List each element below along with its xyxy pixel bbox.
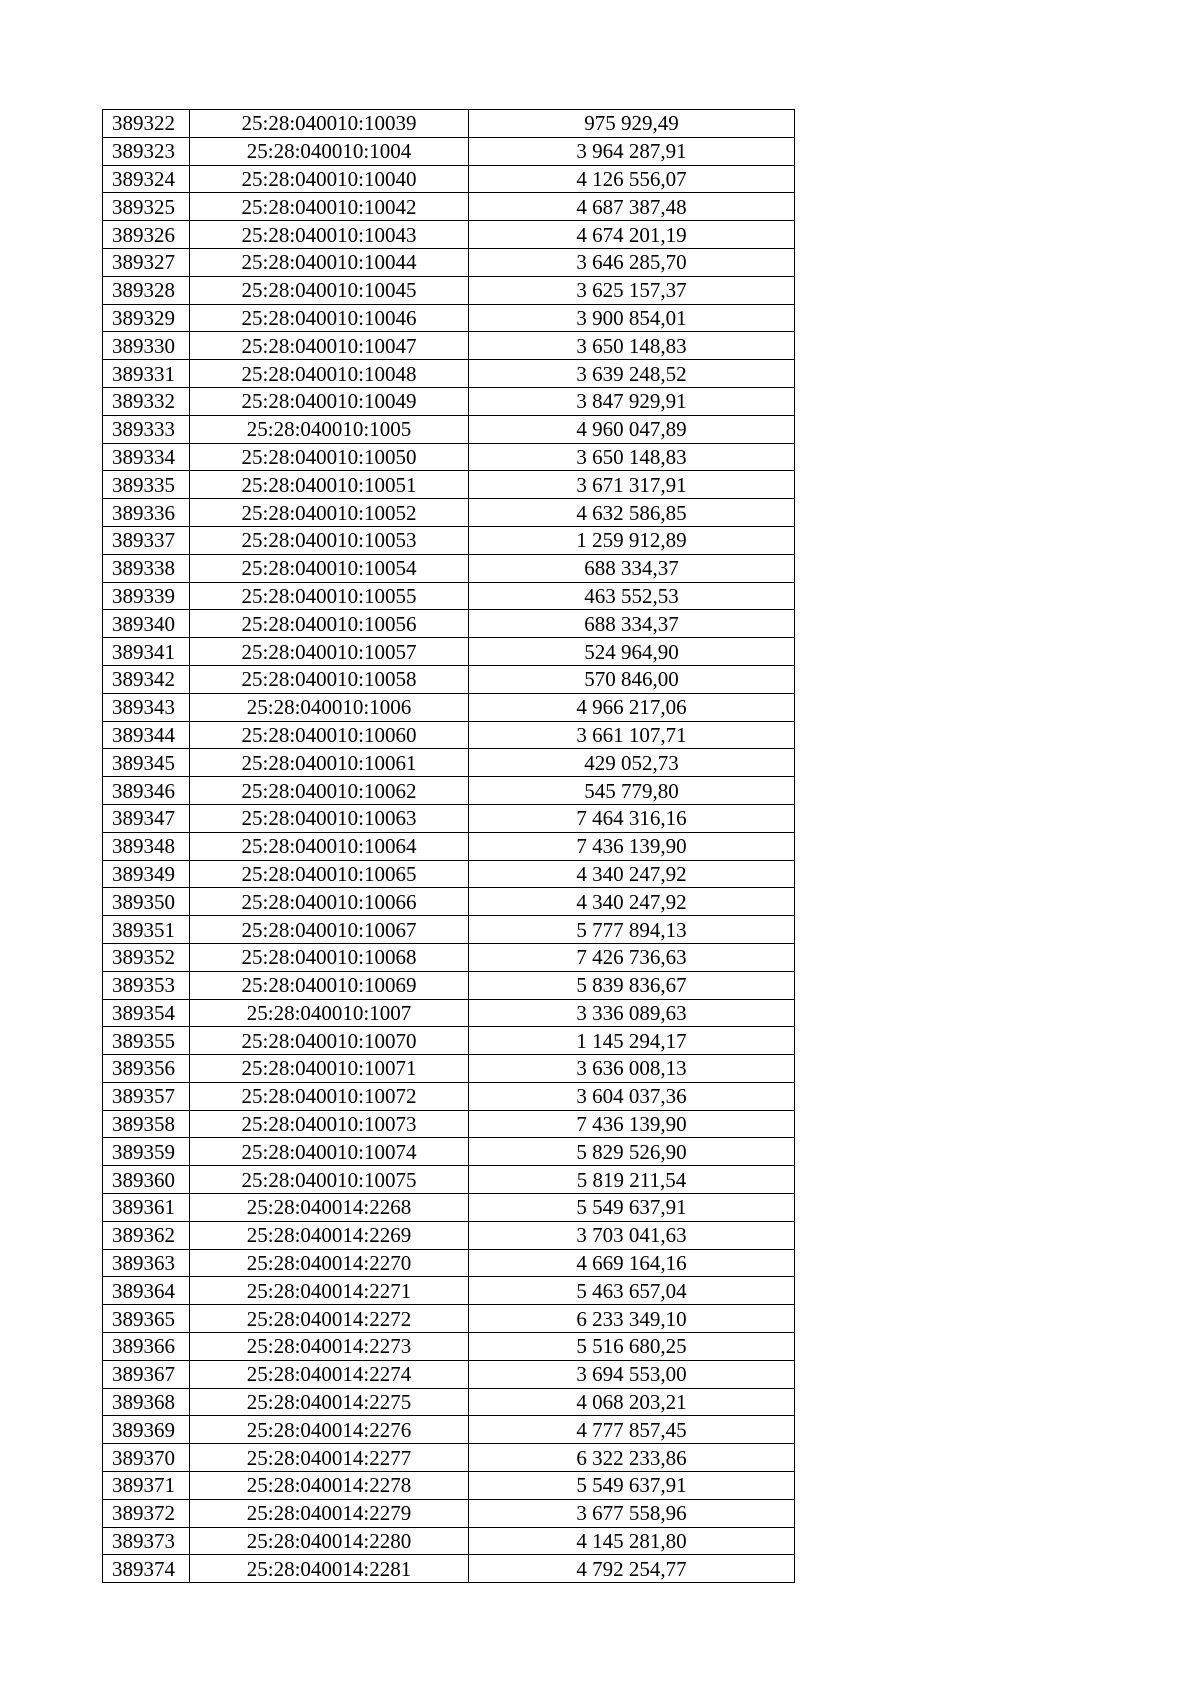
cadastral-number-cell: 25:28:040010:10068: [190, 943, 469, 971]
cadastral-number-cell: 25:28:040014:2275: [190, 1388, 469, 1416]
table-row: [103, 499, 795, 527]
cadastral-number-cell: 25:28:040010:10066: [190, 888, 469, 916]
cadastral-value-cell: 4 632 586,85: [469, 499, 795, 527]
cadastral-number-cell: 25:28:040014:2271: [190, 1277, 469, 1305]
cadastral-value-cell: 3 636 008,13: [469, 1055, 795, 1083]
table-row: [103, 1027, 795, 1055]
row-number-cell: 389343: [103, 693, 190, 721]
table-row: [103, 888, 795, 916]
table-row: [103, 1360, 795, 1388]
cadastral-value-cell: 4 145 281,80: [469, 1527, 795, 1555]
cadastral-value-cell: 524 964,90: [469, 638, 795, 666]
cadastral-value-cell: 4 792 254,77: [469, 1555, 795, 1583]
row-number-cell: 389346: [103, 777, 190, 805]
table-row: [103, 777, 795, 805]
cadastral-number-cell: 25:28:040014:2278: [190, 1472, 469, 1500]
cadastral-number-cell: 25:28:040010:10046: [190, 304, 469, 332]
row-number-cell: 389361: [103, 1194, 190, 1222]
row-number-cell: 389338: [103, 554, 190, 582]
row-number-cell: 389369: [103, 1416, 190, 1444]
table-row: [103, 137, 795, 165]
cadastral-value-cell: 545 779,80: [469, 777, 795, 805]
row-number-cell: 389339: [103, 582, 190, 610]
table-row: [103, 248, 795, 276]
cadastral-value-cell: 3 604 037,36: [469, 1082, 795, 1110]
row-number-cell: 389348: [103, 832, 190, 860]
cadastral-number-cell: 25:28:040010:10050: [190, 443, 469, 471]
row-number-cell: 389330: [103, 332, 190, 360]
cadastral-number-cell: 25:28:040010:10056: [190, 610, 469, 638]
cadastral-number-cell: 25:28:040010:10044: [190, 248, 469, 276]
table-row: [103, 1333, 795, 1361]
row-number-cell: 389360: [103, 1166, 190, 1194]
cadastral-value-cell: 1 145 294,17: [469, 1027, 795, 1055]
table-row: [103, 999, 795, 1027]
table-row: [103, 1110, 795, 1138]
row-number-cell: 389364: [103, 1277, 190, 1305]
cadastral-number-cell: 25:28:040014:2276: [190, 1416, 469, 1444]
row-number-cell: 389340: [103, 610, 190, 638]
table-row: [103, 943, 795, 971]
table-row: [103, 582, 795, 610]
table-body: [103, 110, 795, 1583]
cadastral-number-cell: 25:28:040010:10051: [190, 471, 469, 499]
cadastral-number-cell: 25:28:040010:10042: [190, 193, 469, 221]
table-row: [103, 471, 795, 499]
table-row: [103, 721, 795, 749]
row-number-cell: 389331: [103, 360, 190, 388]
table-row: [103, 749, 795, 777]
cadastral-number-cell: 25:28:040010:10039: [190, 110, 469, 138]
row-number-cell: 389332: [103, 387, 190, 415]
cadastral-number-cell: 25:28:040010:10075: [190, 1166, 469, 1194]
row-number-cell: 389350: [103, 888, 190, 916]
row-number-cell: 389357: [103, 1082, 190, 1110]
row-number-cell: 389345: [103, 749, 190, 777]
table-row: [103, 1555, 795, 1583]
cadastral-value-cell: 5 549 637,91: [469, 1194, 795, 1222]
row-number-cell: 389322: [103, 110, 190, 138]
row-number-cell: 389324: [103, 165, 190, 193]
cadastral-number-cell: 25:28:040010:10049: [190, 387, 469, 415]
table-row: [103, 832, 795, 860]
cadastral-number-cell: 25:28:040010:10055: [190, 582, 469, 610]
row-number-cell: 389335: [103, 471, 190, 499]
table-row: [103, 221, 795, 249]
table-row: [103, 1388, 795, 1416]
row-number-cell: 389372: [103, 1499, 190, 1527]
cadastral-number-cell: 25:28:040010:10045: [190, 276, 469, 304]
row-number-cell: 389334: [103, 443, 190, 471]
row-number-cell: 389359: [103, 1138, 190, 1166]
cadastral-value-cell: 7 436 139,90: [469, 832, 795, 860]
table-row: [103, 526, 795, 554]
cadastral-number-cell: 25:28:040010:10061: [190, 749, 469, 777]
table-row: [103, 276, 795, 304]
cadastral-value-cell: 6 233 349,10: [469, 1305, 795, 1333]
row-number-cell: 389362: [103, 1221, 190, 1249]
row-number-cell: 389358: [103, 1110, 190, 1138]
cadastral-value-cell: 5 549 637,91: [469, 1472, 795, 1500]
row-number-cell: 389351: [103, 916, 190, 944]
cadastral-number-cell: 25:28:040010:10040: [190, 165, 469, 193]
row-number-cell: 389354: [103, 999, 190, 1027]
cadastral-value-cell: 4 669 164,16: [469, 1249, 795, 1277]
cadastral-value-cell: 3 677 558,96: [469, 1499, 795, 1527]
cadastral-value-cell: 688 334,37: [469, 610, 795, 638]
cadastral-value-cell: 4 960 047,89: [469, 415, 795, 443]
cadastral-number-cell: 25:28:040010:1004: [190, 137, 469, 165]
cadastral-value-cell: 4 966 217,06: [469, 693, 795, 721]
cadastral-number-cell: 25:28:040010:10073: [190, 1110, 469, 1138]
row-number-cell: 389368: [103, 1388, 190, 1416]
table-row: [103, 1472, 795, 1500]
cadastral-number-cell: 25:28:040014:2279: [190, 1499, 469, 1527]
cadastral-number-cell: 25:28:040014:2268: [190, 1194, 469, 1222]
row-number-cell: 389336: [103, 499, 190, 527]
row-number-cell: 389365: [103, 1305, 190, 1333]
cadastral-number-cell: 25:28:040010:1005: [190, 415, 469, 443]
table-row: [103, 332, 795, 360]
row-number-cell: 389344: [103, 721, 190, 749]
row-number-cell: 389341: [103, 638, 190, 666]
cadastral-value-cell: 4 687 387,48: [469, 193, 795, 221]
cadastral-number-cell: 25:28:040010:10071: [190, 1055, 469, 1083]
table-row: [103, 638, 795, 666]
row-number-cell: 389363: [103, 1249, 190, 1277]
table-row: [103, 1166, 795, 1194]
cadastral-number-cell: 25:28:040010:1007: [190, 999, 469, 1027]
table-row: [103, 1194, 795, 1222]
cadastral-value-cell: 3 847 929,91: [469, 387, 795, 415]
row-number-cell: 389329: [103, 304, 190, 332]
cadastral-number-cell: 25:28:040010:10074: [190, 1138, 469, 1166]
row-number-cell: 389374: [103, 1555, 190, 1583]
cadastral-value-cell: 7 426 736,63: [469, 943, 795, 971]
row-number-cell: 389347: [103, 804, 190, 832]
row-number-cell: 389337: [103, 526, 190, 554]
cadastral-number-cell: 25:28:040014:2281: [190, 1555, 469, 1583]
cadastral-value-cell: 3 703 041,63: [469, 1221, 795, 1249]
row-number-cell: 389327: [103, 248, 190, 276]
cadastral-number-cell: 25:28:040010:10052: [190, 499, 469, 527]
row-number-cell: 389326: [103, 221, 190, 249]
row-number-cell: 389373: [103, 1527, 190, 1555]
table-row: [103, 971, 795, 999]
cadastral-number-cell: 25:28:040010:10072: [190, 1082, 469, 1110]
table-row: [103, 415, 795, 443]
table-row: [103, 665, 795, 693]
document-page: [102, 109, 794, 1583]
table-row: [103, 387, 795, 415]
cadastral-value-cell: 4 340 247,92: [469, 860, 795, 888]
cadastral-value-cell: 4 340 247,92: [469, 888, 795, 916]
cadastral-value-cell: 3 671 317,91: [469, 471, 795, 499]
cadastral-number-cell: 25:28:040010:10070: [190, 1027, 469, 1055]
cadastral-number-cell: 25:28:040014:2270: [190, 1249, 469, 1277]
cadastral-value-cell: 3 900 854,01: [469, 304, 795, 332]
table-row: [103, 1221, 795, 1249]
table-row: [103, 360, 795, 388]
cadastral-value-cell: 3 639 248,52: [469, 360, 795, 388]
cadastral-value-cell: 5 819 211,54: [469, 1166, 795, 1194]
row-number-cell: 389355: [103, 1027, 190, 1055]
table-row: [103, 916, 795, 944]
cadastral-number-cell: 25:28:040010:10069: [190, 971, 469, 999]
table-row: [103, 1249, 795, 1277]
row-number-cell: 389342: [103, 665, 190, 693]
table-row: [103, 110, 795, 138]
table-row: [103, 693, 795, 721]
row-number-cell: 389325: [103, 193, 190, 221]
row-number-cell: 389353: [103, 971, 190, 999]
cadastral-number-cell: 25:28:040010:10063: [190, 804, 469, 832]
cadastral-value-cell: 3 661 107,71: [469, 721, 795, 749]
cadastral-value-cell: 688 334,37: [469, 554, 795, 582]
cadastral-value-cell: 1 259 912,89: [469, 526, 795, 554]
cadastral-value-cell: 570 846,00: [469, 665, 795, 693]
cadastral-value-cell: 3 625 157,37: [469, 276, 795, 304]
table-row: [103, 1499, 795, 1527]
cadastral-number-cell: 25:28:040010:10047: [190, 332, 469, 360]
cadastral-number-cell: 25:28:040010:10058: [190, 665, 469, 693]
cadastral-value-cell: 429 052,73: [469, 749, 795, 777]
table-row: [103, 165, 795, 193]
row-number-cell: 389349: [103, 860, 190, 888]
cadastral-number-cell: 25:28:040010:10057: [190, 638, 469, 666]
row-number-cell: 389367: [103, 1360, 190, 1388]
cadastral-value-cell: 3 964 287,91: [469, 137, 795, 165]
cadastral-value-cell: 3 650 148,83: [469, 332, 795, 360]
cadastral-number-cell: 25:28:040010:10048: [190, 360, 469, 388]
cadastral-value-cell: 7 464 316,16: [469, 804, 795, 832]
cadastral-number-cell: 25:28:040014:2273: [190, 1333, 469, 1361]
cadastral-value-cell: 3 650 148,83: [469, 443, 795, 471]
cadastral-number-cell: 25:28:040010:10060: [190, 721, 469, 749]
cadastral-number-cell: 25:28:040010:10067: [190, 916, 469, 944]
table-row: [103, 1277, 795, 1305]
cadastral-value-table: [102, 109, 795, 1583]
row-number-cell: 389352: [103, 943, 190, 971]
table-row: [103, 860, 795, 888]
row-number-cell: 389370: [103, 1444, 190, 1472]
cadastral-value-cell: 5 829 526,90: [469, 1138, 795, 1166]
cadastral-number-cell: 25:28:040010:1006: [190, 693, 469, 721]
row-number-cell: 389333: [103, 415, 190, 443]
cadastral-value-cell: 5 777 894,13: [469, 916, 795, 944]
cadastral-value-cell: 463 552,53: [469, 582, 795, 610]
cadastral-value-cell: 975 929,49: [469, 110, 795, 138]
cadastral-value-cell: 4 126 556,07: [469, 165, 795, 193]
row-number-cell: 389328: [103, 276, 190, 304]
cadastral-value-cell: 5 516 680,25: [469, 1333, 795, 1361]
cadastral-number-cell: 25:28:040010:10065: [190, 860, 469, 888]
cadastral-number-cell: 25:28:040010:10062: [190, 777, 469, 805]
row-number-cell: 389356: [103, 1055, 190, 1083]
table-row: [103, 1055, 795, 1083]
cadastral-number-cell: 25:28:040010:10054: [190, 554, 469, 582]
cadastral-number-cell: 25:28:040014:2280: [190, 1527, 469, 1555]
cadastral-value-cell: 5 463 657,04: [469, 1277, 795, 1305]
cadastral-value-cell: 5 839 836,67: [469, 971, 795, 999]
table-row: [103, 193, 795, 221]
cadastral-value-cell: 4 777 857,45: [469, 1416, 795, 1444]
table-row: [103, 1416, 795, 1444]
cadastral-value-cell: 3 646 285,70: [469, 248, 795, 276]
cadastral-number-cell: 25:28:040014:2269: [190, 1221, 469, 1249]
table-row: [103, 1527, 795, 1555]
cadastral-number-cell: 25:28:040014:2277: [190, 1444, 469, 1472]
cadastral-value-cell: 3 336 089,63: [469, 999, 795, 1027]
cadastral-number-cell: 25:28:040010:10053: [190, 526, 469, 554]
table-row: [103, 1444, 795, 1472]
cadastral-value-cell: 4 068 203,21: [469, 1388, 795, 1416]
cadastral-value-cell: 7 436 139,90: [469, 1110, 795, 1138]
cadastral-number-cell: 25:28:040014:2272: [190, 1305, 469, 1333]
cadastral-number-cell: 25:28:040010:10064: [190, 832, 469, 860]
cadastral-number-cell: 25:28:040010:10043: [190, 221, 469, 249]
table-row: [103, 554, 795, 582]
cadastral-value-cell: 6 322 233,86: [469, 1444, 795, 1472]
row-number-cell: 389371: [103, 1472, 190, 1500]
cadastral-value-cell: 3 694 553,00: [469, 1360, 795, 1388]
table-row: [103, 610, 795, 638]
table-row: [103, 1305, 795, 1333]
cadastral-number-cell: 25:28:040014:2274: [190, 1360, 469, 1388]
table-row: [103, 304, 795, 332]
table-row: [103, 1082, 795, 1110]
cadastral-value-cell: 4 674 201,19: [469, 221, 795, 249]
table-row: [103, 804, 795, 832]
table-row: [103, 1138, 795, 1166]
row-number-cell: 389323: [103, 137, 190, 165]
row-number-cell: 389366: [103, 1333, 190, 1361]
table-row: [103, 443, 795, 471]
